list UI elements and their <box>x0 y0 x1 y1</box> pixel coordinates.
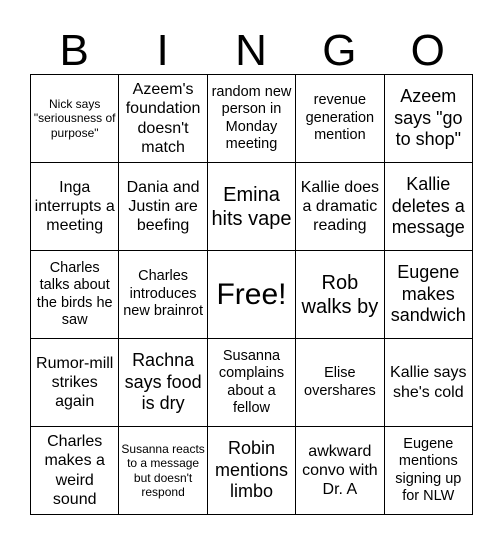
bingo-cell[interactable]: Azeem says "go to shop" <box>384 75 472 163</box>
bingo-cell[interactable]: Robin mentions limbo <box>207 427 295 515</box>
board-row <box>31 427 473 515</box>
bingo-cell[interactable]: Kallie deletes a message <box>384 163 472 251</box>
bingo-cell[interactable]: Eugene makes sandwich <box>384 251 472 339</box>
bingo-cell[interactable]: Nick says "seriousness of purpose" <box>31 75 119 163</box>
header-letter-g: G <box>322 26 357 75</box>
bingo-cell[interactable]: revenue generation mention <box>296 75 384 163</box>
free-space-cell[interactable]: Free! <box>207 251 295 339</box>
bingo-cell[interactable]: Elise overshares <box>296 339 384 427</box>
bingo-cell[interactable]: Charles makes a weird sound <box>31 427 119 515</box>
bingo-cell[interactable]: Susanna complains about a fellow <box>207 339 295 427</box>
bingo-cell[interactable]: Charles introduces new brainrot <box>119 251 207 339</box>
bingo-cell[interactable]: Eugene mentions signing up for NLW <box>384 427 472 515</box>
board-row <box>31 75 473 163</box>
bingo-cell[interactable]: Susanna reacts to a message but doesn't respond <box>119 427 207 515</box>
bingo-header <box>30 28 472 74</box>
bingo-cell[interactable]: Dania and Justin are beefing <box>119 163 207 251</box>
bingo-cell[interactable]: Rob walks by <box>296 251 384 339</box>
bingo-cell[interactable]: Charles talks about the birds he saw <box>31 251 119 339</box>
header-letter-o: O <box>410 26 445 75</box>
board-row <box>31 163 473 251</box>
bingo-cell[interactable]: random new person in Monday meeting <box>207 75 295 163</box>
board-row <box>31 251 473 339</box>
header-letter-i: I <box>156 26 169 75</box>
bingo-cell[interactable]: Kallie does a dramatic reading <box>296 163 384 251</box>
header-letter-n: N <box>235 26 267 75</box>
header-letter-b: B <box>59 26 89 75</box>
bingo-cell[interactable]: Rachna says food is dry <box>119 339 207 427</box>
bingo-cell[interactable]: Kallie says she's cold <box>384 339 472 427</box>
bingo-cell[interactable]: awkward convo with Dr. A <box>296 427 384 515</box>
board-row <box>31 339 473 427</box>
bingo-cell[interactable]: Emina hits vape <box>207 163 295 251</box>
bingo-cell[interactable]: Rumor-mill strikes again <box>31 339 119 427</box>
bingo-cell[interactable]: Azeem's foundation doesn't match <box>119 75 207 163</box>
bingo-cell[interactable]: Inga interrupts a meeting <box>31 163 119 251</box>
bingo-board <box>30 74 500 515</box>
